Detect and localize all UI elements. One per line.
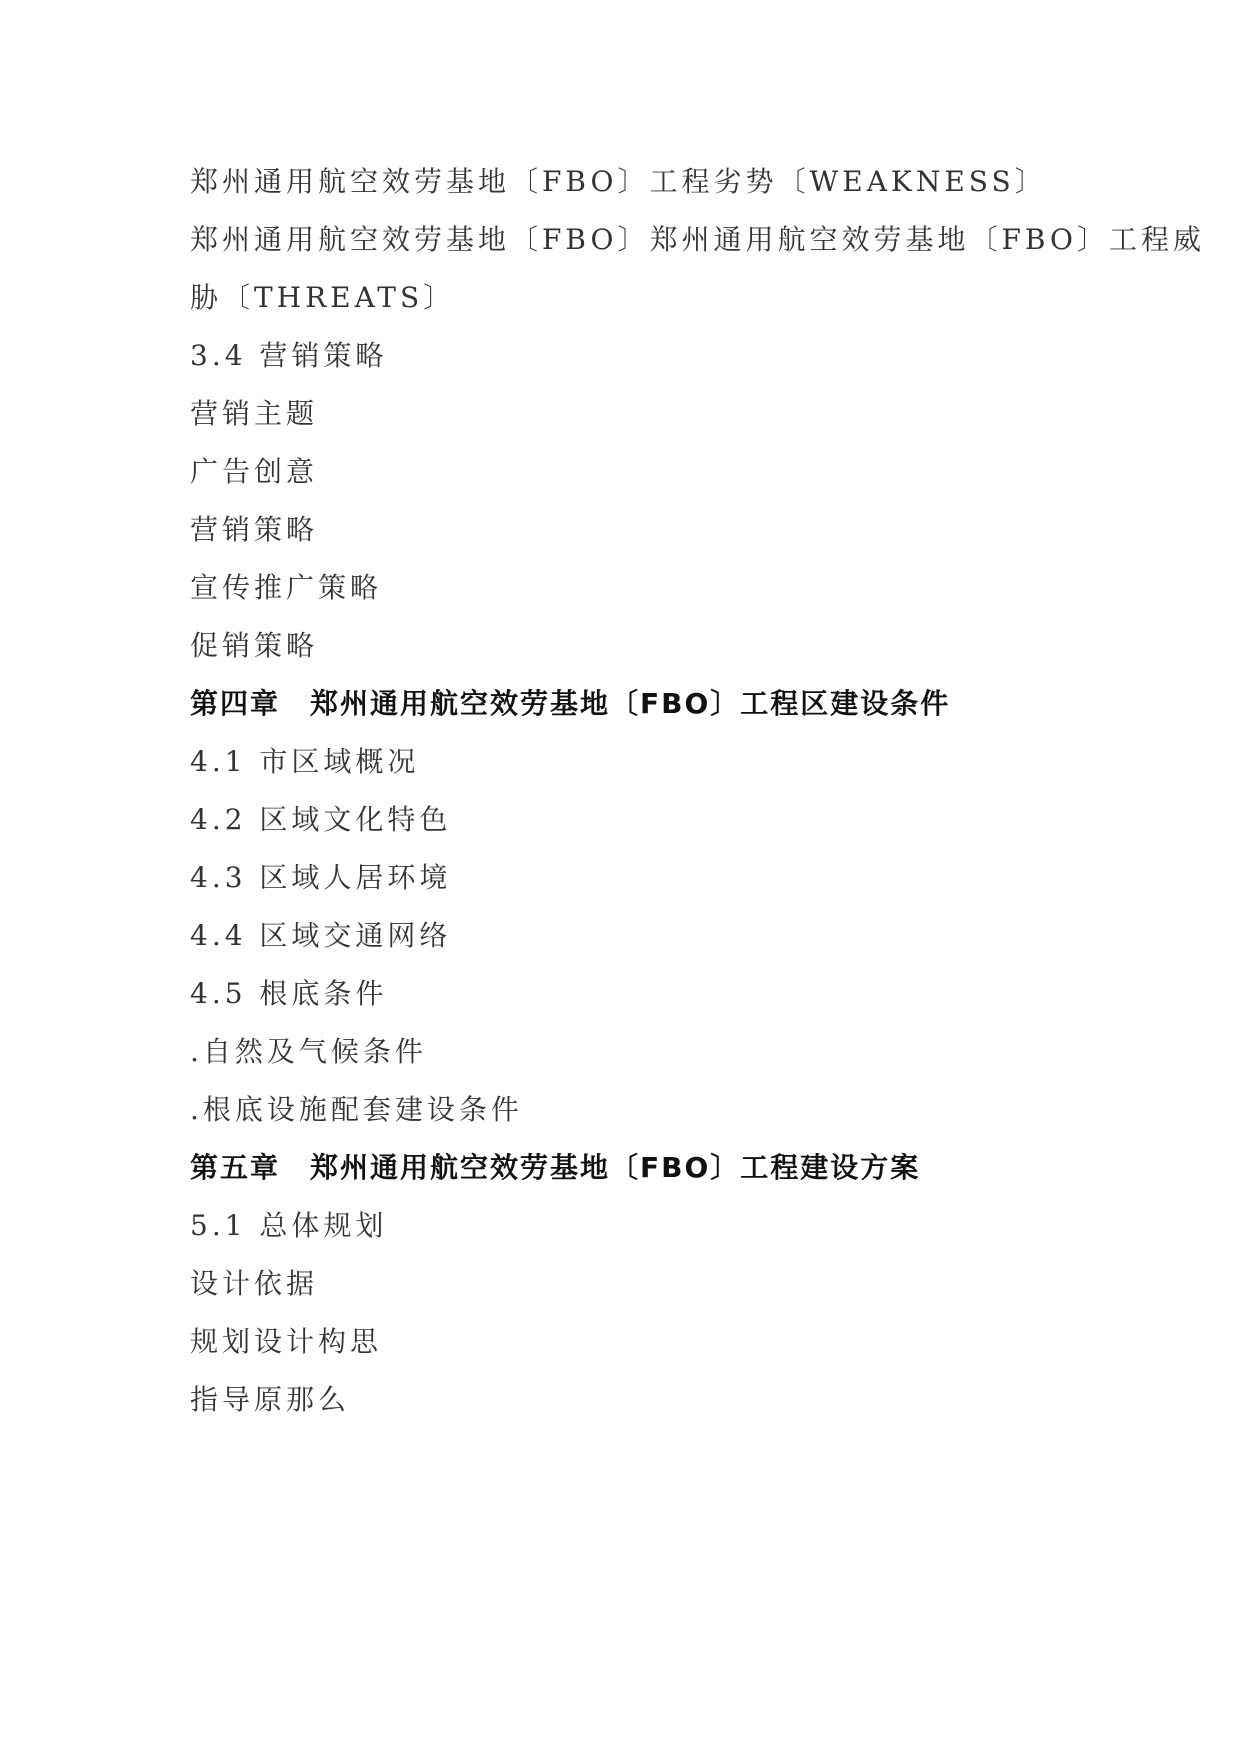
section-3-4-title: 3.4 营销策略	[190, 339, 388, 372]
chapter-4-heading: 第四章 郑州通用航空效劳基地〔FBO〕工程区建设条件	[190, 687, 951, 720]
section-5-1: 5.1 总体规划	[190, 1209, 388, 1242]
promotion-strategy-item: 宣传推广策略	[190, 571, 383, 604]
ad-creative-item: 广告创意	[190, 455, 319, 488]
guiding-principles-item: 指导原那么	[190, 1383, 351, 1416]
threats-line-part1: 郑州通用航空效劳基地〔FBO〕郑州通用航空效劳基地〔FBO〕工程威	[190, 223, 1205, 256]
section-4-4: 4.4 区域交通网络	[190, 919, 452, 952]
natural-climate-item: .自然及气候条件	[190, 1035, 427, 1068]
planning-concept-item: 规划设计构思	[190, 1325, 383, 1358]
section-4-2: 4.2 区域文化特色	[190, 803, 452, 836]
chapter-5-heading: 第五章 郑州通用航空效劳基地〔FBO〕工程建设方案	[190, 1151, 921, 1184]
design-basis-item: 设计依据	[190, 1267, 319, 1300]
marketing-theme-item: 营销主题	[190, 397, 319, 430]
section-4-3: 4.3 区域人居环境	[190, 861, 452, 894]
marketing-strategy-item: 营销策略	[190, 513, 319, 546]
infrastructure-item: .根底设施配套建设条件	[190, 1093, 523, 1126]
section-4-5: 4.5 根底条件	[190, 977, 388, 1010]
weakness-line: 郑州通用航空效劳基地〔FBO〕工程劣势〔WEAKNESS〕	[190, 165, 1047, 198]
sales-promotion-item: 促销策略	[190, 629, 319, 662]
section-4-1: 4.1 市区域概况	[190, 745, 420, 778]
threats-line-part2: 胁〔THREATS〕	[190, 281, 456, 314]
